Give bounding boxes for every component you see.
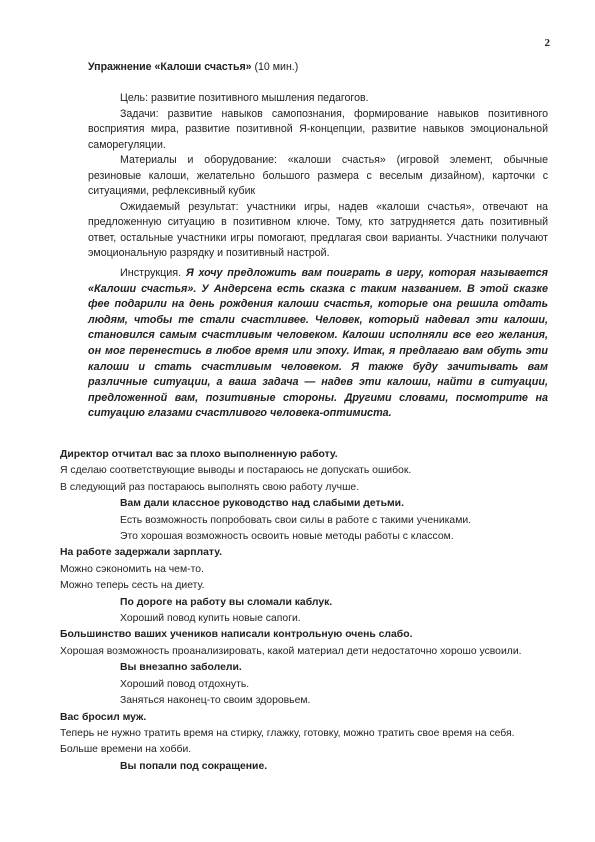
situation-heading: Директор отчитал вас за плохо выполненную работу. <box>60 449 338 460</box>
situation-response: Больше времени на хобби. <box>60 744 192 756</box>
goal-paragraph: Цель: развитие позитивного мышления педагогов. <box>120 92 369 104</box>
situation-heading: Вам дали классное руководство над слабыми детьми. <box>120 498 404 510</box>
instruction-section <box>88 266 548 422</box>
situation-response: Можно сэкономить на чем-то. <box>60 563 204 575</box>
situation-response: Можно теперь сесть на диету. <box>60 580 205 592</box>
situation-response: Хороший повод отдохнуть. <box>120 678 250 690</box>
situation-heading: Вы попали под сокращение. <box>120 760 268 772</box>
tasks-paragraph: Задачи: развитие навыков самопознания, формирование навыков позитивного восприятия мира, развитие позитивной Я-концепции, развитие навыков эмоциональной саморегуляции. <box>88 107 548 151</box>
situation-response: Теперь не нужно тратить время на стирку, глажку, готовку, можно тратить свое время на себя. <box>60 727 515 739</box>
situation-heading: Вы внезапно заболели. <box>120 662 242 674</box>
situation-response: Хороший повод купить новые сапоги. <box>120 613 301 625</box>
result-paragraph: Ожидаемый результат: участники игры, надев «калоши счастья», отвечают на предложенную ситуацию в позитивном ключе. Тому, кто затрудняется дать позитивный ответ, остальные участники игры помогают, предлагая свои варианты. Участники получают эмоциональную разрядку и позитивный настрой. <box>88 200 548 259</box>
situation-response: Хорошая возможность проанализировать, какой материал дети недостаточно хорошо усвоили. <box>60 645 522 657</box>
situation-heading: Вас бросил муж. <box>60 711 147 723</box>
situation-heading: Большинство ваших учеников написали контрольную очень слабо. <box>60 629 413 641</box>
materials-paragraph: Материалы и оборудование: «калоши счастья» (игровой элемент, обычные резиновые калоши, желательно большого размера с веселым дизайном), карточки с ситуациями, рефлексивный кубик <box>88 154 548 197</box>
instruction-label: Инструкция. <box>120 267 186 279</box>
exercise-title-label: Упражнение «Калоши счастья» <box>88 61 252 73</box>
situation-response: Заняться наконец-то своим здоровьем. <box>120 695 311 707</box>
situation-response: Есть возможность попробовать свои силы в работе с такими учениками. <box>120 514 472 526</box>
situations-list <box>60 447 550 775</box>
situation-heading: По дороге на работу вы сломали каблук. <box>120 596 333 608</box>
situation-response: В следующий раз постараюсь выполнять свою работу лучше. <box>60 481 360 493</box>
situation-heading: На работе задержали зарплату. <box>60 547 223 559</box>
exercise-title <box>88 60 548 76</box>
situation-response: Я сделаю соответствующие выводы и постараюсь не допускать ошибок. <box>60 465 412 477</box>
instruction-paragraph <box>88 266 548 422</box>
intro-section <box>88 91 548 262</box>
instruction-text: Я хочу предложить вам поиграть в игру, которая называется «Калоши счастья». У Андерсена есть сказка с таким названием. В этой сказке фее подарили на день рождения калоши счастья, которые она решила отдать людям, чтобы те стали счастливее. Человек, который надевал эти калоши, становился самым счастливым человеком. Калоши исполняли все его желания, он мог перенестись в любое время или эпоху. Итак, я предлагаю вам обуть эти калоши и стать счастливым человеком. Я также буду зачитывать вам различные ситуации, а ваша задача — надев эти калоши, найти в ситуации, предложенной вам, позитивные стороны. Другими словами, посмотрите на ситуацию глазами счастливого человека-оптимиста. <box>88 267 549 420</box>
situation-response: Это хорошая возможность освоить новые методы работы с классом. <box>120 531 454 543</box>
page-number: 2 <box>544 37 550 49</box>
exercise-duration: (10 мин.) <box>251 61 299 73</box>
